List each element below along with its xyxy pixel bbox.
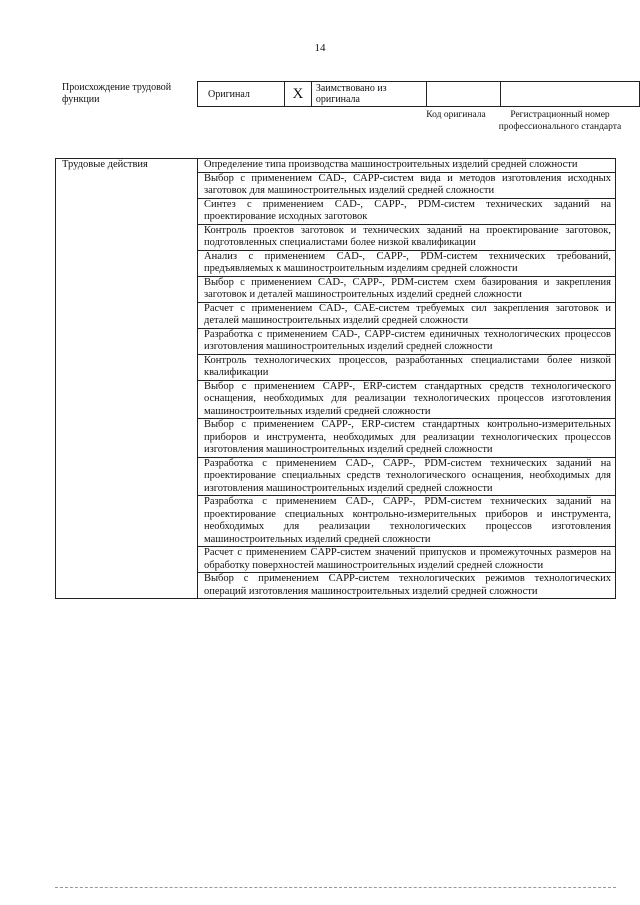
reg-number-cell (501, 82, 640, 107)
origin-table (197, 81, 640, 107)
code-caption: Код оригинала (426, 110, 486, 120)
page-number: 14 (314, 42, 326, 54)
labor-action-row: Выбор с применением CAPP-, ERP-систем стандартных средств технологического оснащения, необходимых для реализации технологических процессов изготовления машиностроительных изделий средней сложности (198, 380, 616, 419)
labor-actions-table (55, 158, 616, 599)
labor-action-row: Выбор с применением CAD-, CAPP-систем вида и методов изготовления исходных заготовок для машиностроительных изделий средней сложности (198, 172, 616, 198)
labor-action-row: Анализ с применением CAD-, CAPP-, PDM-систем технических требований, предъявляемых к машиностроительным изделиям средней сложности (198, 250, 616, 276)
reg-caption: Регистрационный номер профессионального стандарта (498, 110, 622, 132)
original-cell: Оригинал (198, 82, 285, 107)
labor-action-row: Выбор с применением CAPP-, ERP-систем стандартных контрольно-измерительных приборов и инструмента, необходимых для реализации технологических процессов изготовления машиностроительных изделий средней сложности (198, 419, 616, 458)
labor-action-row: Выбор с применением CAD-, CAPP-, PDM-систем схем базирования и закрепления заготовок и деталей машиностроительных изделий средней сложности (198, 276, 616, 302)
borrowed-label: Заимствовано из оригинала (315, 83, 387, 105)
original-mark: X (284, 82, 311, 107)
bottom-rule (55, 887, 616, 888)
labor-action-row: Контроль проектов заготовок и технических заданий на проектирование заготовок, подготовленных специалистами более низкой квалификации (198, 224, 616, 250)
labor-action-row: Разработка с применением CAD-, CAPP-систем единичных технологических процессов изготовления машиностроительных изделий средней сложности (198, 328, 616, 354)
labor-action-row: Разработка с применением CAD-, CAPP-, PDM-систем технических заданий на проектирование специальных средств технологического оснащения, необходимых для изготовления машиностроительных изделий средней сложности (198, 457, 616, 496)
labor-action-row: Определение типа производства машиностроительных изделий средней сложности (198, 159, 616, 173)
borrowed-cell (311, 82, 426, 107)
labor-action-row: Расчет с применением CAD-, CAE-систем требуемых сил закрепления заготовок и деталей машиностроительных изделий средней сложности (198, 302, 616, 328)
labor-action-row: Расчет с применением CAPP-систем значений припусков и промежуточных размеров на обработку поверхностей машиностроительных изделий средней сложности (198, 547, 616, 573)
code-cell (426, 82, 501, 107)
labor-action-row: Выбор с применением CAPP-систем технологических режимов технологических операций изготовления машиностроительных изделий средней сложности (198, 573, 616, 599)
labor-action-row: Контроль технологических процессов, разработанных специалистами более низкой квалификации (198, 354, 616, 380)
labor-action-row: Разработка с применением CAD-, CAPP-, PDM-систем технических заданий на проектирование специальных контрольно-измерительных приборов и инструмента, необходимых для реализации технологических процессов изготовления машиностроительных изделий средней сложности (198, 496, 616, 547)
labor-action-row: Синтез с применением CAD-, CAPP-, PDM-систем технических заданий на проектирование исходных заготовок (198, 198, 616, 224)
origin-label: Происхождение трудовой функции (62, 82, 172, 105)
section-label: Трудовые действия (56, 159, 198, 599)
